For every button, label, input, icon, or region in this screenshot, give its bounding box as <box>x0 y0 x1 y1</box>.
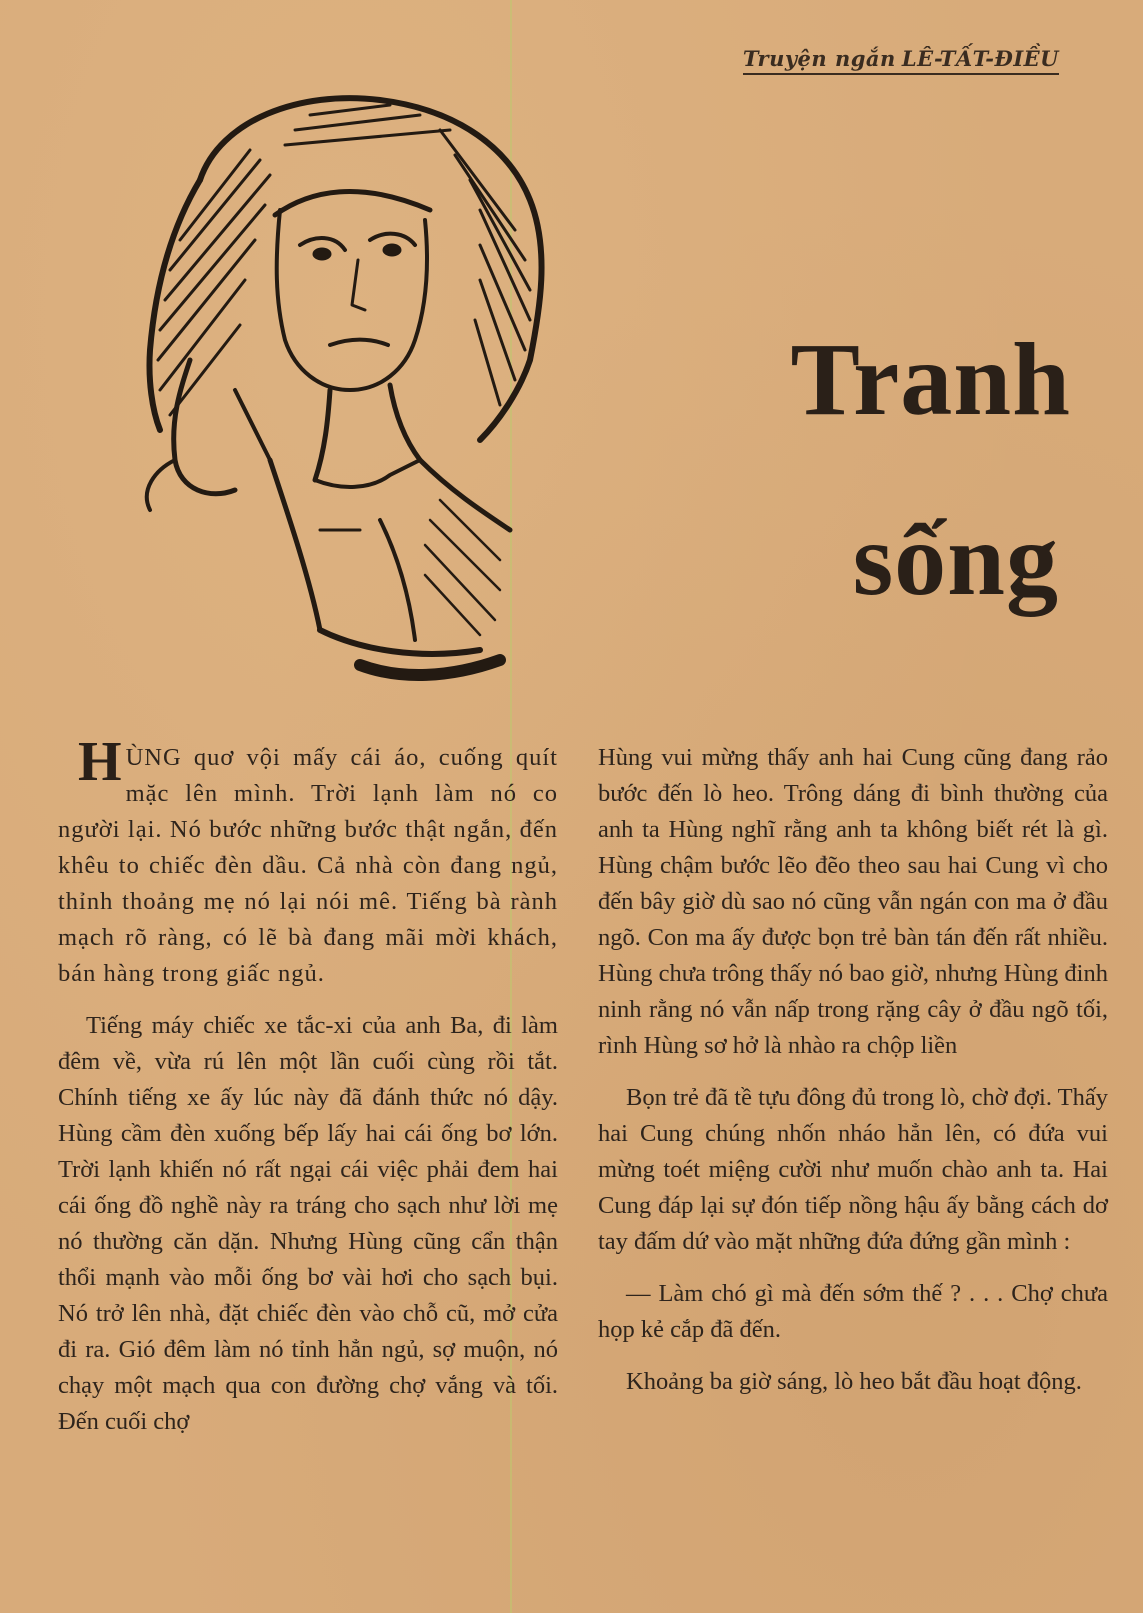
paragraph: Hùng vui mừng thấy anh hai Cung cũng đang rảo bước đến lò heo. Trông dáng đi bình thường của anh ta Hùng nghĩ rằng anh ta không biết rét là gì. Hùng chậm bước lẽo đẽo theo sau hai Cung vì cho đến bây giờ dù sao nó cũng vẫn ngán con ma ở đầu ngõ. Con ma ấy được bọn trẻ bàn tán đến rất nhiều. Hùng chưa trông thấy nó bao giờ, nhưng Hùng đinh ninh rằng nó vẫn nấp trong rặng cây ở đầu ngõ tối, rình Hùng sơ hở là nhào ra chộp liền <box>598 744 1108 1059</box>
byline-label: Truyện ngắn <box>742 46 896 71</box>
drop-cap: H <box>78 731 122 793</box>
paragraph <box>58 731 558 992</box>
paragraph: Bọn trẻ đã tề tựu đông đủ trong lò, chờ đợi. Thấy hai Cung chúng nhốn nháo hẳn lên, có đứa vui mừng toét miệng cười như muốn chào anh ta. Hai Cung đáp lại sự đón tiếp nồng hậu ấy bằng cách dơ tay đấm dứ vào mặt những đứa đứng gần mình : <box>598 1084 1108 1255</box>
dialogue-paragraph: — Làm chó gì mà đến sớm thế ? . . . Chợ chưa họp kẻ cắp đã đến. <box>598 1280 1108 1343</box>
story-title-line1: Tranh <box>790 322 1071 437</box>
paragraph-text: ÙNG quơ vội mấy cái áo, cuống quít mặc lên mình. Trời lạnh làm nó co người lại. Nó bước những bước thật ngắn, đến khêu to chiếc đèn dầu. Cả nhà còn đang ngủ, thỉnh thoảng mẹ nó lại nói mê. Tiếng bà rành mạch rõ ràng, có lẽ bà đang mãi mời khách, bán hàng trong giấc ngủ. <box>58 744 558 987</box>
paragraph: Tiếng máy chiếc xe tắc-xi của anh Ba, đi làm đêm về, vừa rú lên một lần cuối cùng rồi tắt. Chính tiếng xe ấy lúc này đã đánh thức nó dậy. Hùng cầm đèn xuống bếp lấy hai cái ống bơ lớn. Trời lạnh khiến nó rất ngại cái việc phải đem hai cái ống đồ nghề này ra tráng cho sạch như lời mẹ nó thường căn dặn. Nhưng Hùng cũng cẩn thận thổi mạnh vào mỗi ống bơ vài hơi cho sạch bụi. Nó trở lên nhà, đặt chiếc đèn vào chỗ cũ, mở cửa đi ra. Gió đêm làm nó tỉnh hẳn ngủ, sợ muộn, nó chạy một mạch qua con đường chợ vắng và tối. Đến cuối chợ <box>58 1012 558 1435</box>
text-column-right <box>598 740 1108 1416</box>
story-title-line2: sống <box>852 502 1059 617</box>
byline-author: LÊ-TẤT-ĐIỀU <box>901 46 1059 71</box>
byline <box>743 46 1059 75</box>
text-column-left <box>58 731 558 1456</box>
paragraph: Khoảng ba giờ sáng, lò heo bắt đầu hoạt động. <box>626 1368 1082 1395</box>
portrait-sketch-icon <box>60 60 580 700</box>
